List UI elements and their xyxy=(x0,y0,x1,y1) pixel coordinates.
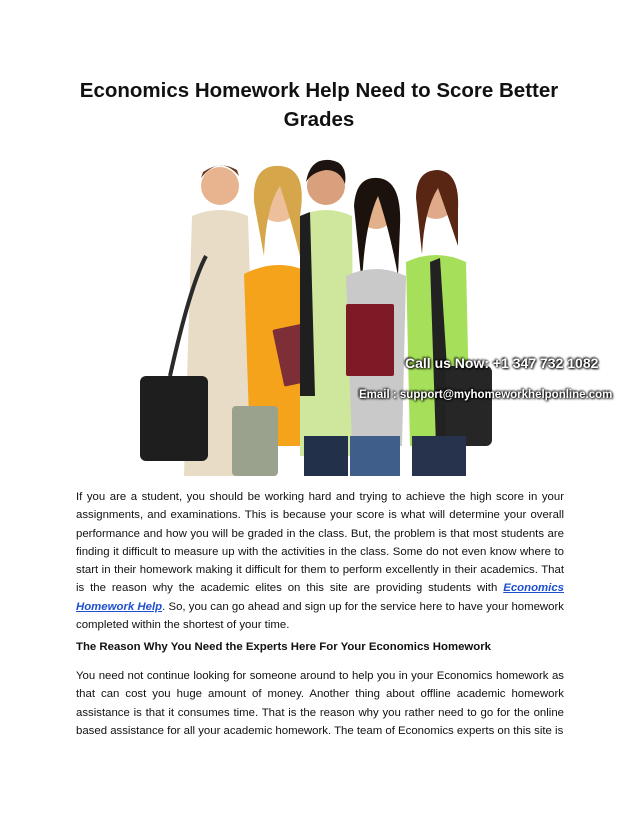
section-heading: The Reason Why You Need the Experts Here For Your Economics Homework xyxy=(76,641,492,653)
students-illustration xyxy=(140,146,552,476)
phone-overlay-text: Call us Now: +1 347 732 1082 xyxy=(405,355,599,371)
intro-paragraph-tail: . So, you can go ahead and sign up for the service here to have your homework completed within the shortest of your time. xyxy=(76,600,564,632)
intro-paragraph-text: If you are a student, you should be working hard and trying to achieve the high score in your assignments, and examinations. This is because your score is what will determine your overall performance and how you will be graded in the class. But, the problem is that most students are finding it difficult to measure up with the activities in the class. Some do not even know where to start in their homework making it difficult for them to perform excellently in their academics. That is the reason why the academic elites on this site are providing students with xyxy=(76,491,564,595)
economics-homework-help-link[interactable]: Economics Homework Help xyxy=(76,582,564,613)
students-hero-image xyxy=(140,146,552,476)
second-paragraph: You need not continue looking for someone around to help you in your Economics homework as that can cost you huge amount of money. Another thing about offline academic homework assistance is that it consumes time. That is the reason why you rather need to go for the online based assistance for all your academic homework. The team of Economics experts on this site is xyxy=(76,670,564,737)
document-title: Economics Homework Help Need to Score Better Grades xyxy=(79,79,559,131)
email-overlay-text: Email : support@myhomeworkhelponline.com xyxy=(359,389,613,401)
intro-paragraph xyxy=(76,488,564,634)
